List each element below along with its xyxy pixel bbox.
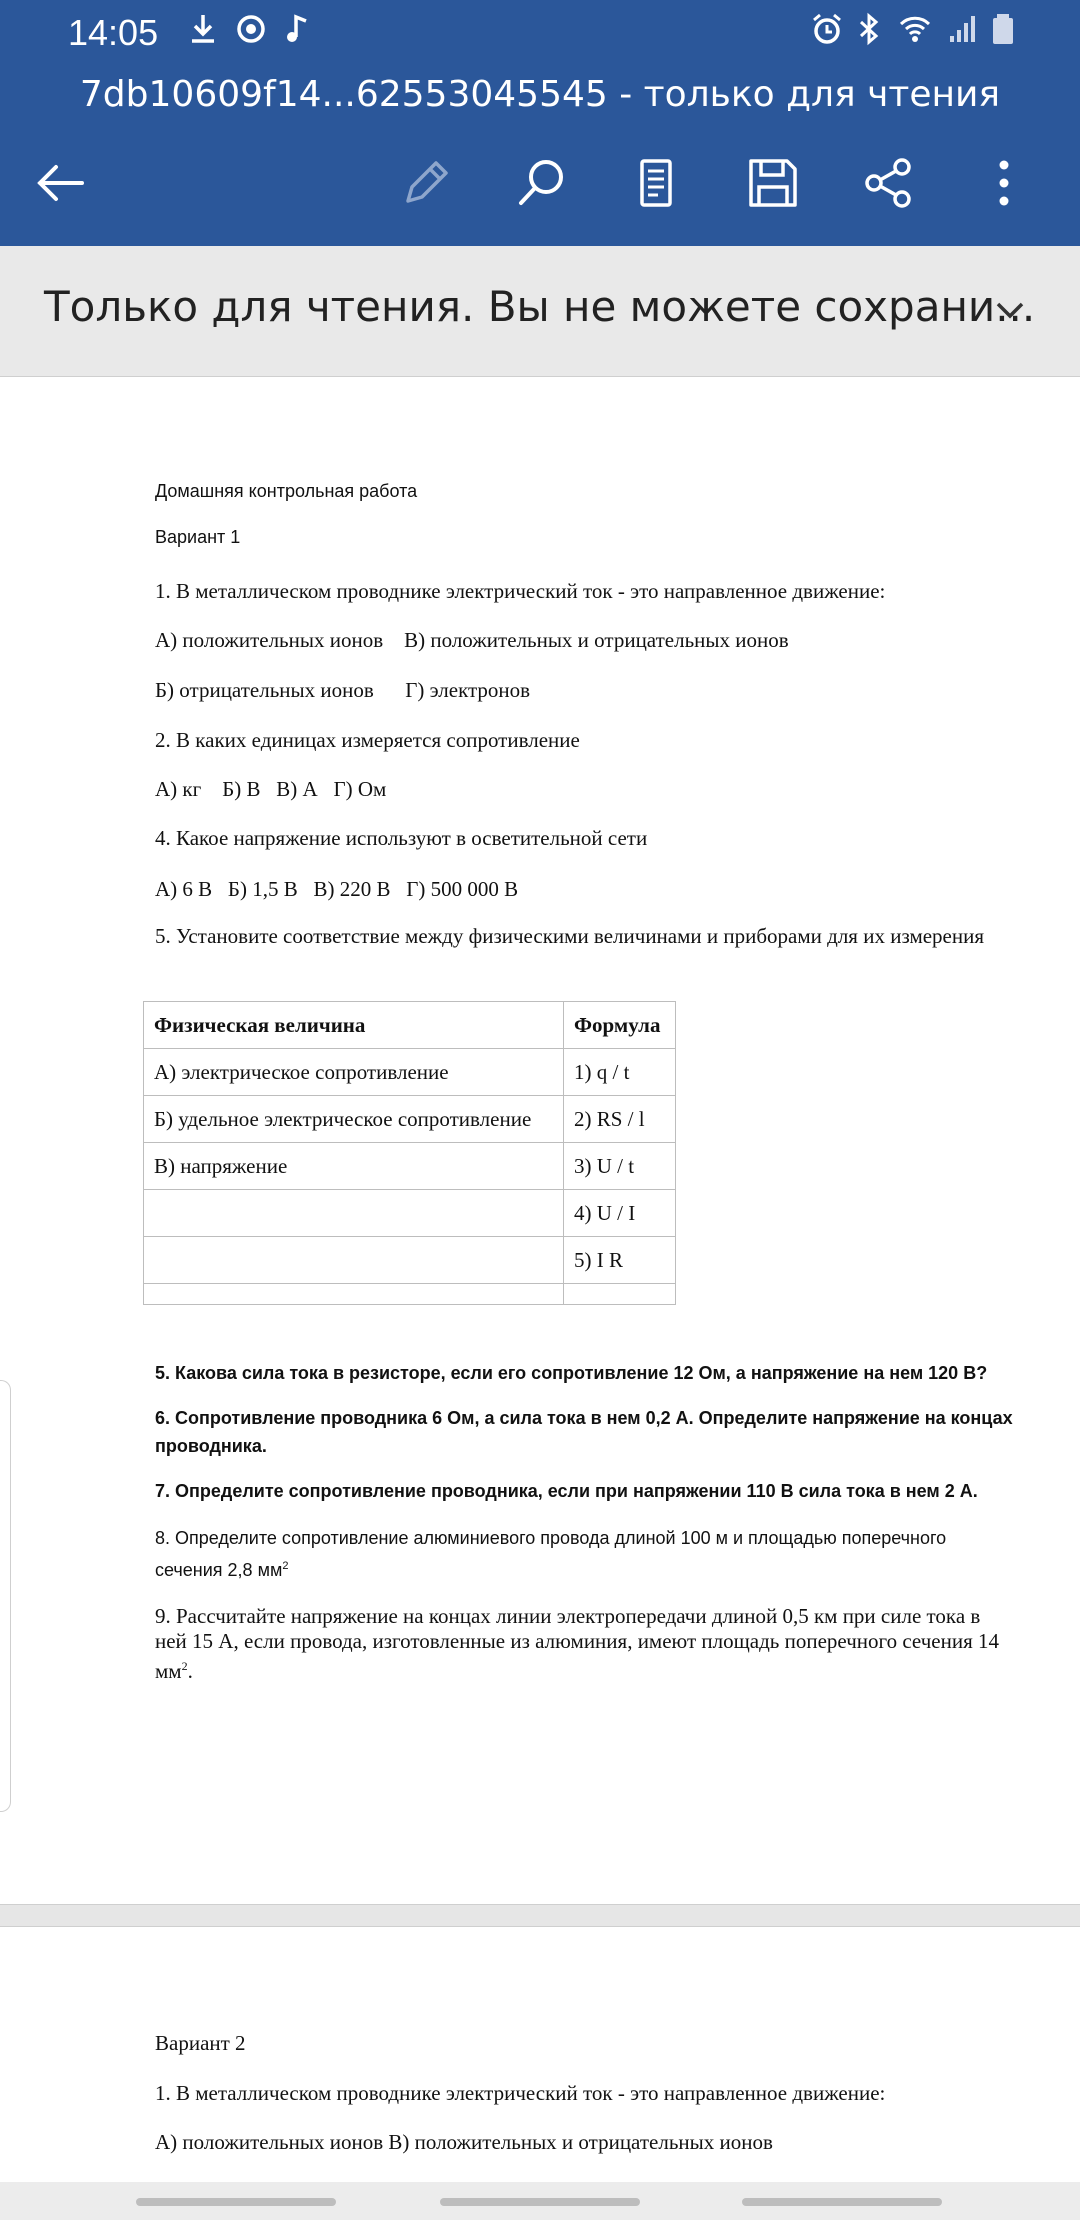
table-cell: 3) U / t [564, 1143, 676, 1190]
battery-icon [986, 12, 1020, 46]
reading-view-icon [628, 155, 684, 211]
status-bar [0, 0, 1080, 64]
share-icon [860, 155, 916, 211]
bottom-navigation-bar [0, 2182, 1080, 2220]
table-header-row [144, 1002, 676, 1049]
app-header [0, 0, 1080, 246]
nav-recents-button[interactable] [136, 2198, 336, 2206]
table-header-cell: Физическая величина [144, 1002, 564, 1049]
table-cell: Б) удельное электрическое сопротивление [144, 1096, 564, 1143]
bluetooth-icon [852, 12, 886, 46]
task-6: 6. Сопротивление проводника 6 Ом, а сила тока в нем 0,2 А. Определите напряжение на концах проводника. [155, 1408, 1013, 1456]
variant-heading: Вариант 1 [155, 527, 241, 547]
question-2-options: А) кг Б) В В) А Г) Ом [155, 777, 387, 801]
more-options-button[interactable] [976, 155, 1032, 211]
document-title: 7db10609f14...62553045545 - только для чтения [79, 74, 1001, 115]
task-5: 5. Какова сила тока в резисторе, если его сопротивление 12 Ом, а напряжение на нем 120 В? [155, 1363, 988, 1383]
variant-heading: Вариант 2 [155, 2031, 246, 2055]
save-button[interactable] [745, 155, 801, 211]
task-8-sup: 2 [282, 1560, 289, 1572]
question-1: 1. В металлическом проводнике электрический ток - это направленное движение: [155, 2081, 886, 2105]
table-cell [144, 1237, 564, 1284]
read-only-banner[interactable] [0, 246, 1080, 378]
music-note-icon [282, 12, 316, 46]
table-cell: 1) q / t [564, 1049, 676, 1096]
task-9 [155, 1604, 1015, 1684]
task-8-text: 8. Определите сопротивление алюминиевого провода длиной 100 м и площадью поперечного сечения 2,8 мм [155, 1528, 947, 1580]
wifi-icon [898, 12, 932, 46]
search-icon [513, 155, 569, 211]
sync-icon [234, 12, 268, 46]
page-scroll-handle[interactable] [0, 1380, 11, 1812]
table-row [144, 1190, 676, 1237]
alarm-icon [810, 12, 844, 46]
task-9-sup: 2 [181, 1659, 188, 1673]
task-9-text: 9. Рассчитайте напряжение на концах линии электропередачи длиной 0,5 км при силе тока в ней 15 А, если провода, изготовленные из алюминия, имеют площадь поперечного сечения 14 мм [155, 1604, 999, 1683]
question-2: 2. В каких единицах измеряется сопротивление [155, 728, 580, 752]
table-row [144, 1237, 676, 1284]
save-icon [745, 155, 801, 211]
status-time: 14:05 [68, 12, 159, 53]
chevron-down-icon[interactable] [990, 296, 1030, 326]
table-header-cell: Формула [564, 1002, 676, 1049]
back-button[interactable] [32, 155, 88, 211]
download-icon [186, 12, 220, 46]
document-page-2 [0, 1926, 1080, 2184]
edit-button[interactable] [398, 155, 454, 211]
nav-back-button[interactable] [742, 2198, 942, 2206]
table-cell: В) напряжение [144, 1143, 564, 1190]
question-4: 4. Какое напряжение используют в осветительной сети [155, 826, 648, 850]
question-1-options-b: Б) отрицательных ионов Г) электронов [155, 678, 531, 702]
table-cell: 4) U / I [564, 1190, 676, 1237]
nav-home-button[interactable] [440, 2198, 640, 2206]
back-arrow-icon [32, 155, 88, 211]
match-table [143, 1001, 676, 1305]
task-8 [155, 1524, 1015, 1584]
table-row [144, 1049, 676, 1096]
table-cell: А) электрическое сопротивление [144, 1049, 564, 1096]
task-7: 7. Определите сопротивление проводника, если при напряжении 110 В сила тока в нем 2 А. [155, 1481, 978, 1501]
question-1-options-a: А) положительных ионов В) положительных и отрицательных ионов [155, 628, 789, 652]
table-cell: 2) RS / l [564, 1096, 676, 1143]
question-1: 1. В металлическом проводнике электрический ток - это направленное движение: [155, 579, 886, 603]
reading-view-button[interactable] [628, 155, 684, 211]
table-row [144, 1143, 676, 1190]
question-4-options: А) 6 В Б) 1,5 В В) 220 В Г) 500 000 В [155, 877, 519, 901]
question-1-options-a: А) положительных ионов В) положительных и отрицательных ионов [155, 2130, 773, 2154]
question-5: 5. Установите соответствие между физическими величинами и приборами для их измерения [155, 924, 985, 948]
table-row [144, 1096, 676, 1143]
search-button[interactable] [513, 155, 569, 211]
read-only-message: Только для чтения. Вы не можете сохрани... [44, 282, 1036, 331]
table-cell: 5) I R [564, 1237, 676, 1284]
document-page-1 [0, 376, 1080, 1905]
edit-pencil-icon [398, 155, 454, 211]
signal-icon [946, 12, 980, 46]
share-button[interactable] [860, 155, 916, 211]
more-icon [976, 155, 1032, 211]
table-row-empty [144, 1284, 676, 1305]
task-9-end: . [187, 1659, 193, 1683]
table-cell [144, 1190, 564, 1237]
doc-header: Домашняя контрольная работа [155, 481, 418, 501]
